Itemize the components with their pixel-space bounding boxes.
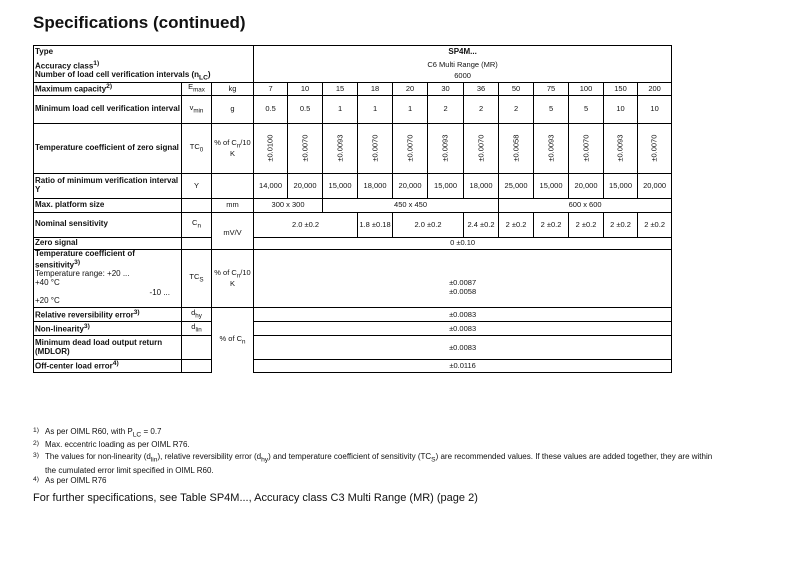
tc0-unit: % of $C_n/10$ K <box>212 123 254 173</box>
nlc-value: 6000 <box>254 71 672 82</box>
footnote-3: $^{3)}$ The values for non-linearity $(d_{lin})$, relative reversibility error $(d_{hy})$ and temperature coefficient of sensitivity $(TC_S)$ are recommended values. If these values are added together, they are within the cumulated error limit specified in OIML R60. <box>33 452 713 475</box>
specifications-table <box>33 45 672 373</box>
mdlor-label: Minimum dead load output return (MDLOR) <box>34 336 182 360</box>
platform-unit: mm <box>212 198 254 212</box>
lin-label: Non-linearity$^{3)}$ <box>34 322 182 336</box>
ratio-value: 15,000 <box>604 173 638 198</box>
vmin-value: 2 <box>428 95 464 123</box>
ratio-value: 20,000 <box>569 173 604 198</box>
sens-value: 2 ±0.2 <box>569 212 604 237</box>
vmin-unit: g <box>212 95 254 123</box>
maxcap-value: 50 <box>499 82 534 95</box>
platform-value: 600 x 600 <box>499 198 672 212</box>
accuracy-label: Accuracy class$^{1)}$ <box>34 60 254 71</box>
row-off-center <box>34 360 672 373</box>
tc0-value: ±0.0093 <box>604 123 638 173</box>
tc0-value: ±0.0070 <box>393 123 428 173</box>
row-max-capacity <box>34 82 672 95</box>
rev-symbol: $d_{hy}$ <box>182 308 212 322</box>
row-platform-size <box>34 198 672 212</box>
zero-value: 0 ±0.10 <box>254 237 672 249</box>
maxcap-unit: kg <box>212 82 254 95</box>
maxcap-symbol: $E_{max}$ <box>182 82 212 95</box>
ratio-value: 14,000 <box>254 173 288 198</box>
offc-label: Off-center load error$^{4)}$ <box>34 360 182 373</box>
vmin-value: 1 <box>393 95 428 123</box>
platform-value: 450 x 450 <box>323 198 499 212</box>
maxcap-value: 7 <box>254 82 288 95</box>
row-vmin <box>34 95 672 123</box>
row-ratio-y <box>34 173 672 198</box>
pct-unit: % of $C_n$ <box>212 308 254 373</box>
sens-label: Nominal sensitivity <box>34 212 182 237</box>
vmin-label: Minimum load cell verification interval <box>34 95 182 123</box>
footnote-1: $^{1)}$ As per OIML R60, with $P_{LC} = 0.7$ <box>33 427 162 439</box>
maxcap-value: 36 <box>464 82 499 95</box>
sens-value: 2.0 ±0.2 <box>254 212 358 237</box>
ratio-value: 20,000 <box>393 173 428 198</box>
vmin-value: 10 <box>638 95 672 123</box>
maxcap-value: 100 <box>569 82 604 95</box>
row-tc-sensitivity <box>34 249 672 287</box>
vmin-value: 5 <box>534 95 569 123</box>
ratio-value: 25,000 <box>499 173 534 198</box>
ratio-value: 20,000 <box>638 173 672 198</box>
row-mdlor <box>34 336 672 360</box>
sens-value: 1.8 ±0.18 <box>358 212 393 237</box>
tc0-value: ±0.0070 <box>638 123 672 173</box>
maxcap-value: 18 <box>358 82 393 95</box>
tcs-value-2: ±0.0058 <box>254 288 672 308</box>
tc0-value: ±0.0100 <box>254 123 288 173</box>
platform-value: 300 x 300 <box>254 198 323 212</box>
tc0-value: ±0.0058 <box>499 123 534 173</box>
row-zero-signal <box>34 237 672 249</box>
page-title: Specifications (continued) <box>33 13 246 32</box>
ratio-unit <box>212 173 254 198</box>
tc0-symbol: $TC_0$ <box>182 123 212 173</box>
ratio-value: 15,000 <box>323 173 358 198</box>
ratio-symbol: Y <box>182 173 212 198</box>
sens-unit: mV/V <box>212 212 254 237</box>
nlc-label: Number of load cell verification intervals $(n_{LC})$ <box>34 71 254 82</box>
vmin-value: 10 <box>604 95 638 123</box>
tcs-unit: % of $C_n/10$ K <box>212 249 254 307</box>
maxcap-value: 30 <box>428 82 464 95</box>
type-value: SP4M... <box>254 46 672 60</box>
platform-label: Max. platform size <box>34 198 182 212</box>
maxcap-value: 10 <box>288 82 323 95</box>
footnote-2: $^{2)}$ Max. eccentric loading as per OIML R76. <box>33 440 190 450</box>
zero-unit <box>212 237 254 249</box>
platform-symbol <box>182 198 212 212</box>
accuracy-value: C6 Multi Range (MR) <box>254 60 672 71</box>
mdlor-symbol <box>182 336 212 360</box>
sens-symbol: $C_n$ <box>182 212 212 237</box>
tc0-value: ±0.0093 <box>323 123 358 173</box>
sens-value: 2 ±0.2 <box>534 212 569 237</box>
footnote-4: $^{4)}$ As per OIML R76 <box>33 475 107 485</box>
ratio-value: 18,000 <box>358 173 393 198</box>
rev-value: ±0.0083 <box>254 308 672 322</box>
maxcap-value: 200 <box>638 82 672 95</box>
footnotes <box>33 427 713 488</box>
row-nominal-sensitivity <box>34 212 672 237</box>
offc-symbol <box>182 360 212 373</box>
offc-value: ±0.0116 <box>254 360 672 373</box>
row-reversibility <box>34 308 672 322</box>
vmin-value: 0.5 <box>288 95 323 123</box>
ratio-value: 15,000 <box>428 173 464 198</box>
tc0-label: Temperature coefficient of zero signal <box>34 123 182 173</box>
row-tc-sensitivity-2 <box>34 288 672 308</box>
sens-value: 2 ±0.2 <box>604 212 638 237</box>
ratio-value: 20,000 <box>288 173 323 198</box>
vmin-value: 1 <box>323 95 358 123</box>
maxcap-value: 150 <box>604 82 638 95</box>
maxcap-label: Maximum capacity$^{2)}$ <box>34 82 182 95</box>
vmin-value: 1 <box>358 95 393 123</box>
rev-label: Relative reversibility error$^{3)}$ <box>34 308 182 322</box>
tcs-label-range2: -10 ... +20 °C <box>34 288 182 308</box>
lin-value: ±0.0083 <box>254 322 672 336</box>
tcs-symbol: $TC_S$ <box>182 249 212 307</box>
row-non-linearity <box>34 322 672 336</box>
sens-value: 2 ±0.2 <box>499 212 534 237</box>
tc0-value: ±0.0093 <box>534 123 569 173</box>
sens-value: 2.0 ±0.2 <box>393 212 464 237</box>
vmin-value: 2 <box>464 95 499 123</box>
zero-label: Zero signal <box>34 237 182 249</box>
row-verification-intervals <box>34 71 672 82</box>
maxcap-value: 75 <box>534 82 569 95</box>
maxcap-value: 20 <box>393 82 428 95</box>
vmin-value: 2 <box>499 95 534 123</box>
ratio-label: Ratio of minimum verification interval Y <box>34 173 182 198</box>
lin-symbol: $d_{lin}$ <box>182 322 212 336</box>
mdlor-value: ±0.0083 <box>254 336 672 360</box>
vmin-value: 5 <box>569 95 604 123</box>
vmin-symbol: $v_{min}$ <box>182 95 212 123</box>
ratio-value: 15,000 <box>534 173 569 198</box>
tc0-value: ±0.0070 <box>288 123 323 173</box>
zero-symbol <box>182 237 212 249</box>
sens-value: 2.4 ±0.2 <box>464 212 499 237</box>
ratio-value: 18,000 <box>464 173 499 198</box>
vmin-value: 0.5 <box>254 95 288 123</box>
sens-value: 2 ±0.2 <box>638 212 672 237</box>
type-label: Type <box>34 46 254 60</box>
tcs-value-1: ±0.0087 <box>254 249 672 287</box>
further-specifications-note: For further specifications, see Table SP4M..., Accuracy class C3 Multi Range (MR) (page 2) <box>33 492 478 504</box>
tc0-value: ±0.0070 <box>569 123 604 173</box>
tc0-value: ±0.0070 <box>464 123 499 173</box>
row-tc-zero <box>34 123 672 173</box>
tcs-label: Temperature coefficient of sensitivity$^{3)}$ Temperature range: +20 ... +40 °C <box>34 249 182 287</box>
maxcap-value: 15 <box>323 82 358 95</box>
row-type <box>34 46 672 60</box>
tc0-value: ±0.0070 <box>358 123 393 173</box>
tc0-value: ±0.0093 <box>428 123 464 173</box>
